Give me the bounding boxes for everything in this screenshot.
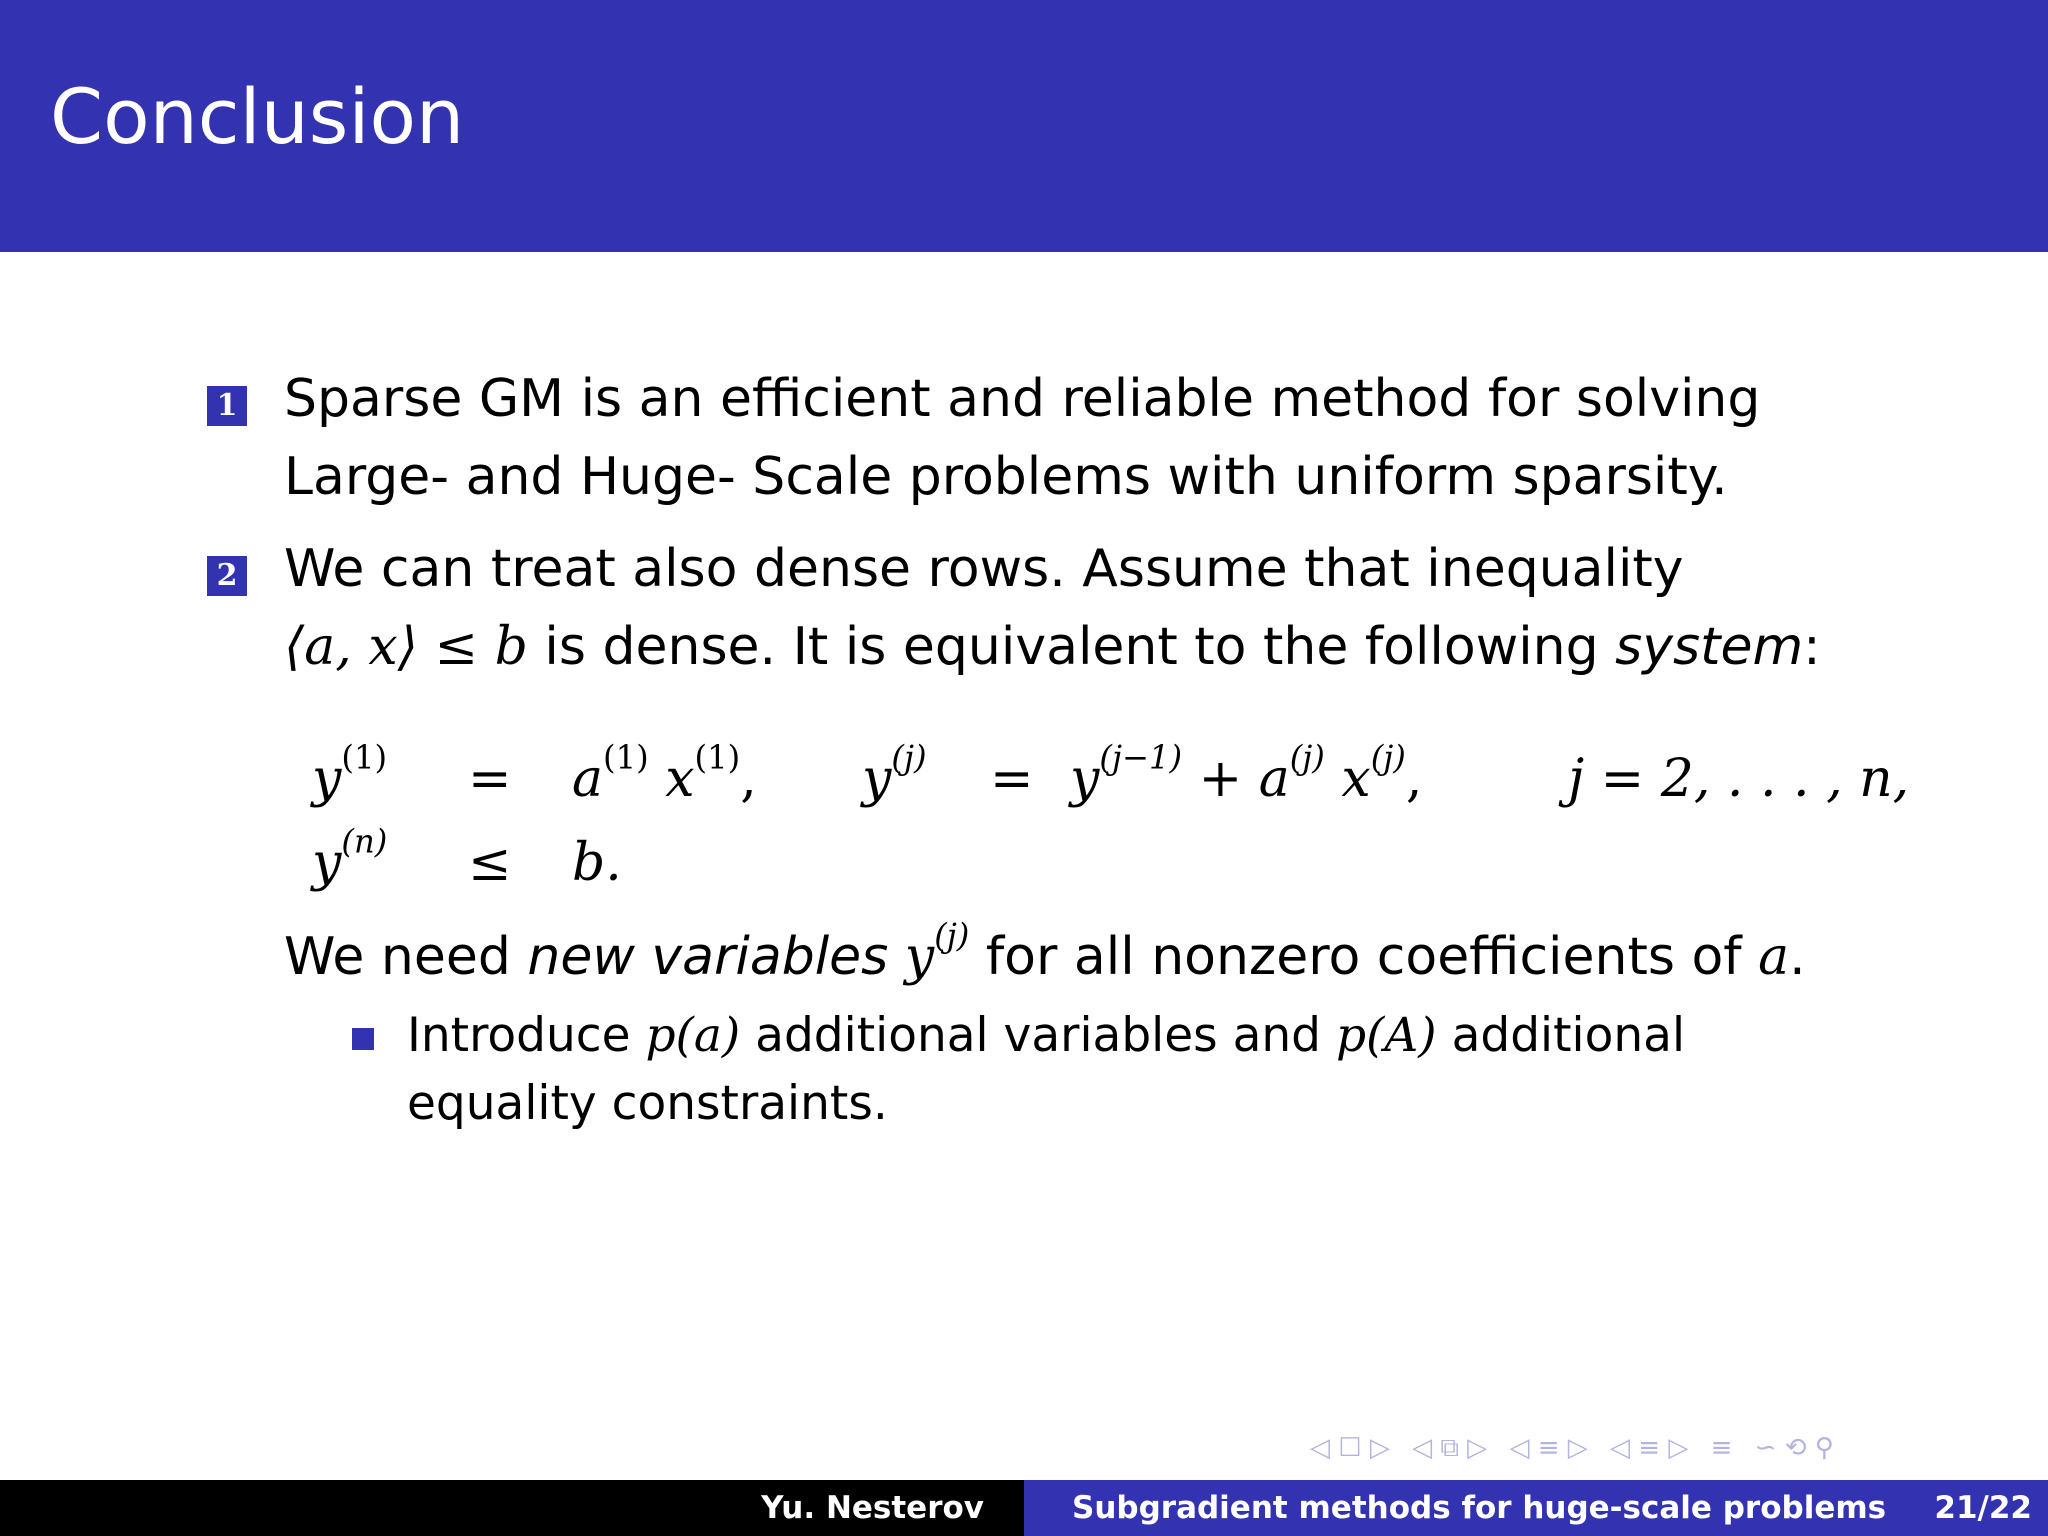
new-variables-line: We need new variables $y^{(j)}$ for all nonzero coefficients of a. [284, 916, 1806, 987]
item-2-line-2 [284, 616, 1821, 678]
footer-title: Subgradient methods for huge-scale problems [1072, 1490, 1887, 1526]
item-2-italic: system [1615, 617, 1804, 677]
eq-row1-lhs: $y^{(1)}$ [312, 738, 388, 809]
item-1-line-1: Sparse GM is an efficient and reliable method for solving [284, 369, 1761, 429]
eq-row1-rel2: = [990, 749, 1034, 809]
nav-search-icon[interactable]: ∽ ⟲ ⚲ [1754, 1433, 1834, 1463]
item-number-1: 1 [207, 386, 247, 426]
nav-document-icon[interactable]: ◁ ≡ ▷ [1610, 1433, 1689, 1463]
eq-row1-rhs: $a^{(1)}$ $x^{(1)}$, [572, 738, 757, 809]
item-2-end: : [1803, 617, 1821, 677]
eq-row1-recurrence: $y^{(j-1)} + a^{(j)}$ $x^{(j)}$, [1070, 738, 1423, 809]
nav-subsection-icon[interactable]: ◁ ⧉ ▷ [1412, 1433, 1488, 1463]
item-number-2: 2 [207, 556, 247, 596]
sub-bullet-line-2: equality constraints. [407, 1076, 888, 1131]
nav-frame-icon[interactable]: ◁ ☐ ▷ [1310, 1433, 1390, 1463]
eq-row1-range: j = 2, . . . , n, [1568, 749, 1910, 809]
eq-row2-lhs: $y^{(n)}$ [312, 822, 388, 893]
page-number: 21/22 [1934, 1490, 2032, 1526]
footer-author: Yu. Nesterov [761, 1490, 984, 1526]
nav-toc-icon[interactable]: ≡ [1710, 1433, 1733, 1463]
item-2-text: is dense. It is equivalent to the following [527, 617, 1616, 677]
footer-title-box [1024, 1480, 2048, 1536]
eq-row1-rel: = [468, 749, 512, 809]
beamer-navigation-bar[interactable] [1310, 1430, 2030, 1466]
eq-row2-rhs: b. [572, 833, 622, 893]
inner-product-math: ⟨a, x⟩ ≤ b [284, 617, 528, 677]
slide-title: Conclusion [50, 72, 465, 161]
nav-section-icon[interactable]: ◁ ≡ ▷ [1509, 1433, 1588, 1463]
item-2-line-1: We can treat also dense rows. Assume that inequality [284, 539, 1684, 599]
sub-bullet-marker [352, 1028, 374, 1050]
sub-bullet-line-1: Introduce p(a) additional variables and p(A) additional [407, 1008, 1685, 1063]
eq-row1-y: $y^{(j)}$ [862, 738, 927, 809]
eq-row2-rel: ≤ [468, 833, 512, 893]
item-1-line-2: Large- and Huge- Scale problems with uniform sparsity. [284, 447, 1728, 507]
footer-author-box [0, 1480, 1024, 1536]
